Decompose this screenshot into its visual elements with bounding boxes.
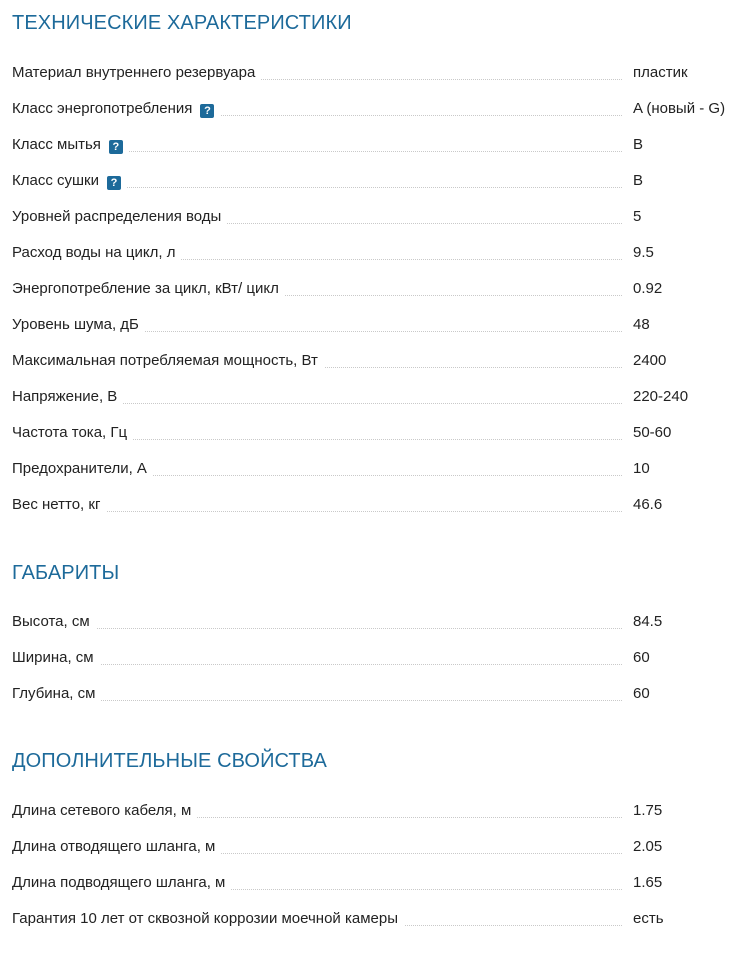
spec-label-text: Класс сушки [12, 172, 99, 189]
spec-row [12, 385, 737, 409]
spec-value: 84.5 [633, 613, 663, 630]
spec-label: Гарантия 10 лет от сквозной коррозии моечной камеры [12, 907, 404, 931]
question-icon[interactable]: ? [200, 104, 214, 118]
spec-label: Глубина, см [12, 682, 101, 706]
spec-value: 2.05 [633, 838, 663, 855]
spec-label: Высота, см [12, 610, 96, 634]
spec-value: 10 [633, 460, 650, 477]
spec-row [12, 799, 737, 823]
spec-label: Напряжение, В [12, 385, 123, 409]
section-title-additional: ДОПОЛНИТЕЛЬНЫЕ СВОЙСТВА [12, 750, 327, 772]
spec-row [12, 835, 737, 859]
spec-label: Вес нетто, кг [12, 493, 106, 517]
spec-value: A (новый - G) [633, 100, 726, 117]
spec-row [12, 97, 737, 121]
spec-value: 220-240 [633, 388, 689, 405]
spec-label: Материал внутреннего резервуара [12, 61, 261, 85]
spec-label: Частота тока, Гц [12, 421, 133, 445]
spec-label-with-help [12, 169, 127, 193]
spec-label: Предохранители, А [12, 457, 153, 481]
spec-value: 50-60 [633, 424, 672, 441]
spec-value: 48 [633, 316, 650, 333]
dotted-leader [12, 628, 622, 629]
spec-label: Уровень шума, дБ [12, 313, 145, 337]
spec-label-text: Класс мытья [12, 136, 101, 153]
spec-row [12, 457, 737, 481]
spec-row [12, 133, 737, 157]
spec-value: B [633, 172, 644, 189]
spec-label-with-help [12, 133, 129, 157]
spec-row [12, 646, 737, 670]
spec-label: Энергопотребление за цикл, кВт/ цикл [12, 277, 285, 301]
spec-row [12, 241, 737, 265]
spec-row [12, 313, 737, 337]
spec-value: B [633, 136, 644, 153]
spec-value: 1.75 [633, 802, 663, 819]
spec-row [12, 277, 737, 301]
spec-value: 46.6 [633, 496, 663, 513]
spec-label: Длина сетевого кабеля, м [12, 799, 197, 823]
spec-label: Расход воды на цикл, л [12, 241, 181, 265]
spec-label: Длина отводящего шланга, м [12, 835, 221, 859]
section-title-technical: ТЕХНИЧЕСКИЕ ХАРАКТЕРИСТИКИ [12, 12, 352, 34]
spec-row [12, 493, 737, 517]
spec-row [12, 349, 737, 373]
spec-value: 1.65 [633, 874, 663, 891]
spec-row [12, 61, 737, 85]
spec-row [12, 205, 737, 229]
spec-label: Максимальная потребляемая мощность, Вт [12, 349, 324, 373]
spec-value: есть [633, 910, 664, 927]
spec-row [12, 610, 737, 634]
question-icon[interactable]: ? [109, 140, 123, 154]
spec-label: Ширина, см [12, 646, 100, 670]
dotted-leader [12, 700, 622, 701]
spec-row [12, 871, 737, 895]
question-icon[interactable]: ? [107, 176, 121, 190]
spec-row [12, 682, 737, 706]
spec-value: пластик [633, 64, 688, 81]
spec-value: 0.92 [633, 280, 663, 297]
spec-value: 9.5 [633, 244, 654, 261]
spec-value: 2400 [633, 352, 667, 369]
spec-row [12, 169, 737, 193]
section-title-dimensions: ГАБАРИТЫ [12, 562, 120, 584]
spec-value: 60 [633, 649, 650, 666]
spec-label-text: Класс энергопотребления [12, 100, 193, 117]
spec-value: 60 [633, 685, 650, 702]
spec-label: Длина подводящего шланга, м [12, 871, 231, 895]
spec-value: 5 [633, 208, 642, 225]
spec-label-with-help [12, 97, 220, 121]
spec-row [12, 907, 737, 931]
spec-row [12, 421, 737, 445]
spec-label: Уровней распределения воды [12, 205, 227, 229]
dotted-leader [12, 664, 622, 665]
